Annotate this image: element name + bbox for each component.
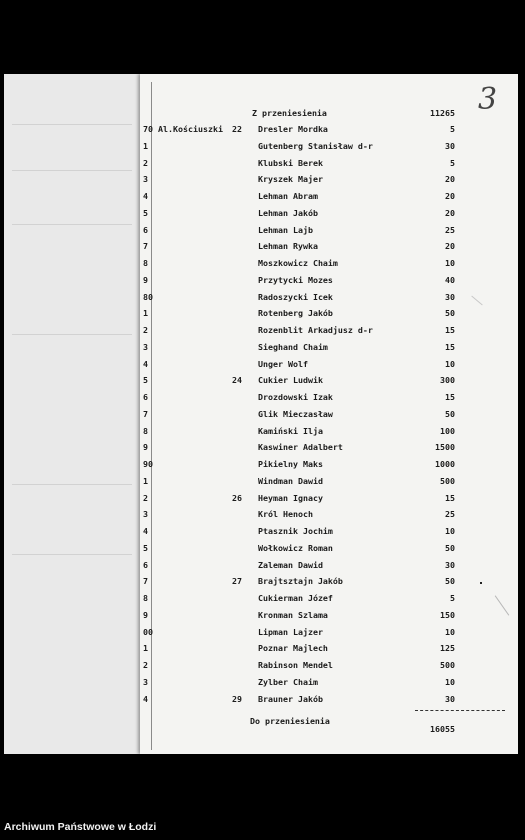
person-name: Moszkowicz Chaim (258, 258, 338, 268)
amount: 125 (440, 643, 455, 654)
row-number: 6 (143, 224, 148, 235)
ledger-row (0, 208, 525, 224)
amount: 500 (440, 475, 455, 486)
amount: 100 (440, 425, 455, 436)
amount: 1500 (435, 442, 455, 453)
house-number: 22 (232, 124, 242, 134)
amount: 30 (445, 559, 455, 570)
ledger-row (0, 392, 525, 408)
person-name: Lehman Rywka (258, 241, 318, 252)
row-number: 6 (143, 559, 148, 570)
person-name: Radoszycki Icek (258, 291, 333, 302)
ledger-row (0, 375, 525, 391)
person-name: Poznar Majlech (258, 643, 328, 654)
ink-dot (480, 582, 482, 584)
amount: 1000 (435, 459, 455, 469)
person-name: Gutenberg Stanisław d-r (258, 140, 373, 151)
amount: 10 (445, 526, 455, 536)
row-number: 8 (143, 593, 148, 603)
ledger-row (0, 275, 525, 291)
house-number: 27 (232, 576, 242, 587)
ledger-row (0, 325, 525, 341)
ledger-row (0, 660, 525, 676)
amount: 500 (440, 660, 455, 670)
row-number: 3 (143, 341, 148, 352)
ledger-row (0, 610, 525, 626)
person-name: Sieghand Chaim (258, 341, 328, 352)
row-number: 5 (143, 542, 148, 553)
row-number: 2 (143, 492, 148, 503)
amount: 15 (445, 341, 455, 352)
person-name: Kronman Szlama (258, 609, 328, 620)
person-name: Zaleman Dawid (258, 559, 323, 570)
amount: 50 (445, 308, 455, 319)
row-number: 90 (143, 459, 153, 469)
person-name: Pikielny Maks (258, 459, 323, 469)
amount: 50 (445, 542, 455, 553)
row-number: 1 (143, 308, 148, 319)
row-number: 7 (143, 241, 148, 252)
ledger-row (0, 476, 525, 492)
amount: 20 (445, 207, 455, 218)
row-number: 5 (143, 207, 148, 218)
amount: 25 (445, 224, 455, 235)
ledger-row (0, 442, 525, 458)
row-number: 9 (143, 442, 148, 453)
row-number: 1 (143, 140, 148, 151)
ledger-row (0, 258, 525, 274)
row-number: 1 (143, 475, 148, 486)
amount: 300 (440, 375, 455, 386)
row-number: 9 (143, 609, 148, 620)
ledger-row (0, 509, 525, 525)
amount: 40 (445, 274, 455, 285)
house-number: 26 (232, 492, 242, 503)
amount: 25 (445, 509, 455, 520)
ledger-row (0, 292, 525, 308)
ledger-row (0, 225, 525, 241)
ledger-row (0, 526, 525, 542)
ledger-row (0, 158, 525, 174)
amount: 15 (445, 392, 455, 402)
row-number: 7 (143, 576, 148, 587)
ledger-row (0, 643, 525, 659)
ledger-row (0, 124, 525, 140)
amount: 20 (445, 191, 455, 201)
house-number: 29 (232, 693, 242, 704)
ledger-row (0, 459, 525, 475)
person-name: Kryszek Majer (258, 174, 323, 185)
person-name: Heyman Ignacy (258, 492, 323, 503)
row-number: 7 (143, 408, 148, 419)
person-name: Kamiński Ilja (258, 425, 323, 436)
row-number: 6 (143, 392, 148, 402)
handwritten-page-number: 3 (478, 82, 498, 117)
row-number: 4 (143, 693, 148, 704)
amount: 20 (445, 174, 455, 185)
person-name: Wołkowicz Roman (258, 542, 333, 553)
person-name: Klubski Berek (258, 157, 323, 168)
ledger-row (0, 359, 525, 375)
street-name: Al.Kościuszki (158, 124, 223, 134)
person-name: Glik Mieczasław (258, 408, 333, 419)
ledger-row (0, 694, 525, 710)
amount: 15 (445, 325, 455, 335)
amount: 50 (445, 408, 455, 419)
row-number: 9 (143, 274, 148, 285)
person-name: Król Henoch (258, 509, 313, 520)
row-number: 80 (143, 291, 153, 302)
amount: 30 (445, 693, 455, 704)
person-name: Lehman Abram (258, 191, 318, 201)
ledger-row (0, 174, 525, 190)
person-name: Rabinson Mendel (258, 660, 333, 670)
row-number: 00 (143, 626, 153, 637)
ledger-row (0, 141, 525, 157)
amount: 10 (445, 626, 455, 637)
row-number: 4 (143, 526, 148, 536)
archive-watermark: Archiwum Państwowe w Łodzi (4, 821, 157, 833)
person-name: Unger Wolf (258, 358, 308, 369)
row-number: 3 (143, 676, 148, 687)
ledger-row (0, 409, 525, 425)
row-number: 3 (143, 174, 148, 185)
ledger-row (0, 543, 525, 559)
amount: 10 (445, 258, 455, 268)
person-name: Brajtsztajn Jakób (258, 576, 343, 587)
row-number: 1 (143, 643, 148, 654)
row-number: 2 (143, 157, 148, 168)
amount: 150 (440, 609, 455, 620)
amount: 30 (445, 140, 455, 151)
ledger-row (0, 593, 525, 609)
person-name: Cukier Ludwik (258, 375, 323, 386)
person-name: Rozenblit Arkadjusz d-r (258, 325, 373, 335)
house-number: 24 (232, 375, 242, 386)
amount: 10 (445, 676, 455, 687)
person-name: Kaswiner Adalbert (258, 442, 343, 453)
row-number: 2 (143, 325, 148, 335)
amount: 5 (450, 124, 455, 134)
person-name: Rotenberg Jakób (258, 308, 333, 319)
ledger-row (0, 241, 525, 257)
person-name: Lehman Lajb (258, 224, 313, 235)
amount: 20 (445, 241, 455, 252)
person-name: Lipman Lajzer (258, 626, 323, 637)
amount: 50 (445, 576, 455, 587)
sum-rule (415, 710, 505, 711)
ledger-row (0, 627, 525, 643)
ledger-row (0, 576, 525, 592)
person-name: Zylber Chaim (258, 676, 318, 687)
amount: 5 (450, 593, 455, 603)
person-name: Lehman Jakób (258, 207, 318, 218)
amount: 30 (445, 291, 455, 302)
carried-forward-label: Z przeniesienia (252, 108, 327, 118)
ledger-row (0, 493, 525, 509)
row-number: 5 (143, 375, 148, 386)
carry-over-amount: 16055 (430, 724, 455, 734)
ledger-row (0, 426, 525, 442)
amount: 5 (450, 157, 455, 168)
ledger-row (0, 560, 525, 576)
person-name: Dresler Mordka (258, 124, 328, 134)
ledger-row (0, 342, 525, 358)
person-name: Windman Dawid (258, 475, 323, 486)
person-name: Przytycki Mozes (258, 274, 333, 285)
row-number: 8 (143, 258, 148, 268)
ledger-row (0, 191, 525, 207)
row-number: 3 (143, 509, 148, 520)
person-name: Ptasznik Jochim (258, 526, 333, 536)
person-name: Brauner Jakób (258, 693, 323, 704)
amount: 10 (445, 358, 455, 369)
row-number: 4 (143, 191, 148, 201)
person-name: Cukierman Józef (258, 593, 333, 603)
amount: 15 (445, 492, 455, 503)
carried-forward-amount: 11265 (430, 108, 455, 118)
ledger-row (0, 677, 525, 693)
row-number: 2 (143, 660, 148, 670)
row-number: 4 (143, 358, 148, 369)
carry-over-label: Do przeniesienia (250, 716, 330, 726)
person-name: Drozdowski Izak (258, 392, 333, 402)
row-number: 8 (143, 425, 148, 436)
ledger-row (0, 308, 525, 324)
row-number: 70 (143, 124, 153, 134)
